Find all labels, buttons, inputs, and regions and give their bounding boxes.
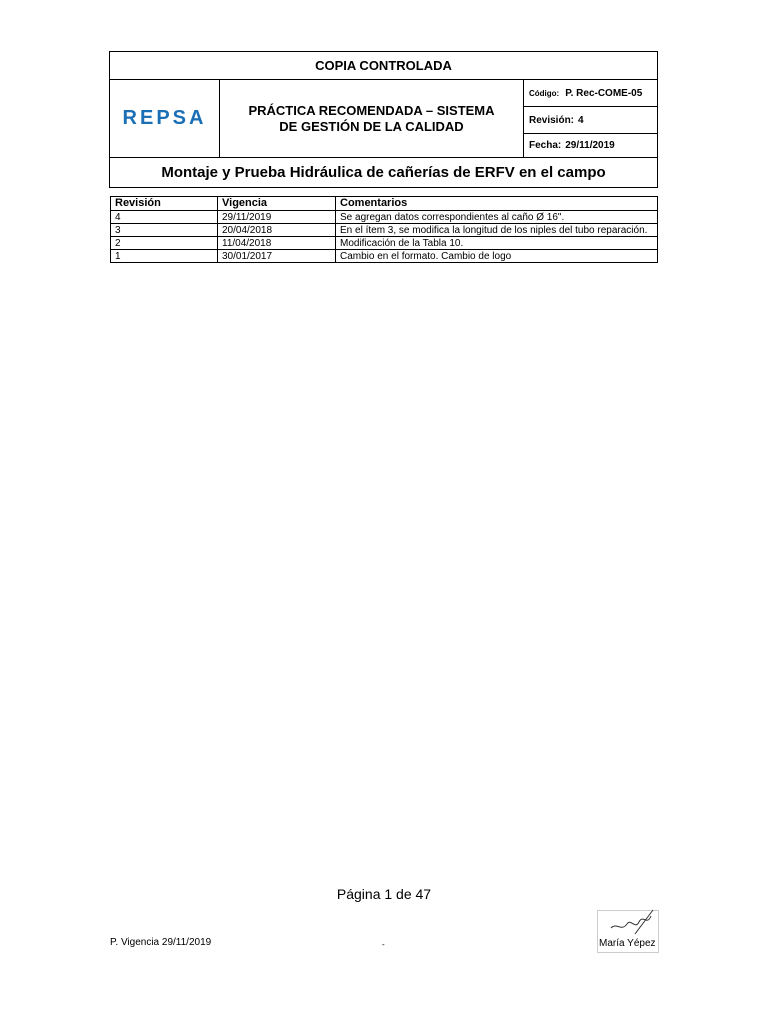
column-header-comentarios: Comentarios: [336, 197, 658, 211]
table-row: [111, 211, 658, 224]
revision-cell: 2: [111, 237, 218, 250]
practice-title-line1: PRÁCTICA RECOMENDADA – SISTEMA: [248, 102, 495, 118]
vigencia-cell: 30/01/2017: [218, 250, 336, 263]
column-header-vigencia: Vigencia: [218, 197, 336, 211]
date-value: 29/11/2019: [565, 140, 615, 151]
comment-cell: Modificación de la Tabla 10.: [336, 237, 658, 250]
signer-name: María Yépez: [599, 938, 656, 949]
practice-title-line2: DE GESTIÓN DE LA CALIDAD: [279, 118, 464, 134]
controlled-copy-label: COPIA CONTROLADA: [110, 52, 657, 80]
revision-row: [524, 106, 657, 133]
footer-vigencia: P. Vigencia 29/11/2019: [110, 937, 212, 948]
code-value: P. Rec-COME-05: [565, 87, 643, 99]
table-header-row: [111, 197, 658, 211]
table-row: [111, 250, 658, 263]
practice-title: [220, 80, 524, 157]
company-logo: REPSA: [122, 107, 207, 129]
document-header: [109, 51, 658, 188]
document-title: Montaje y Prueba Hidráulica de cañerías de ERFV en el campo: [161, 164, 606, 181]
comment-cell: En el ítem 3, se modifica la longitud de los niples del tubo reparación.: [336, 224, 658, 237]
column-header-revision: Revisión: [111, 197, 218, 211]
code-row: [524, 80, 657, 106]
document-meta: [524, 80, 657, 157]
revision-value: 4: [578, 114, 584, 126]
header-main-row: [110, 80, 657, 158]
revision-label: Revisión:: [529, 114, 575, 126]
revision-cell: 4: [111, 211, 218, 224]
revision-cell: 3: [111, 224, 218, 237]
code-label: Código:: [529, 88, 560, 98]
revision-history-table: [110, 196, 658, 263]
vigencia-cell: 11/04/2018: [218, 237, 336, 250]
revision-cell: 1: [111, 250, 218, 263]
table-row: [111, 224, 658, 237]
vigencia-cell: 20/04/2018: [218, 224, 336, 237]
vigencia-cell: 29/11/2019: [218, 211, 336, 224]
comment-cell: Cambio en el formato. Cambio de logo: [336, 250, 658, 263]
comment-cell: Se agregan datos correspondientes al caño Ø 16".: [336, 211, 658, 224]
signature-icon: [605, 908, 659, 942]
page-number: Página 1 de 47: [336, 886, 432, 902]
logo-cell: [110, 80, 220, 157]
date-label: Fecha:: [529, 140, 562, 151]
footer-separator: -: [382, 940, 385, 949]
date-row: [524, 133, 657, 157]
table-row: [111, 237, 658, 250]
